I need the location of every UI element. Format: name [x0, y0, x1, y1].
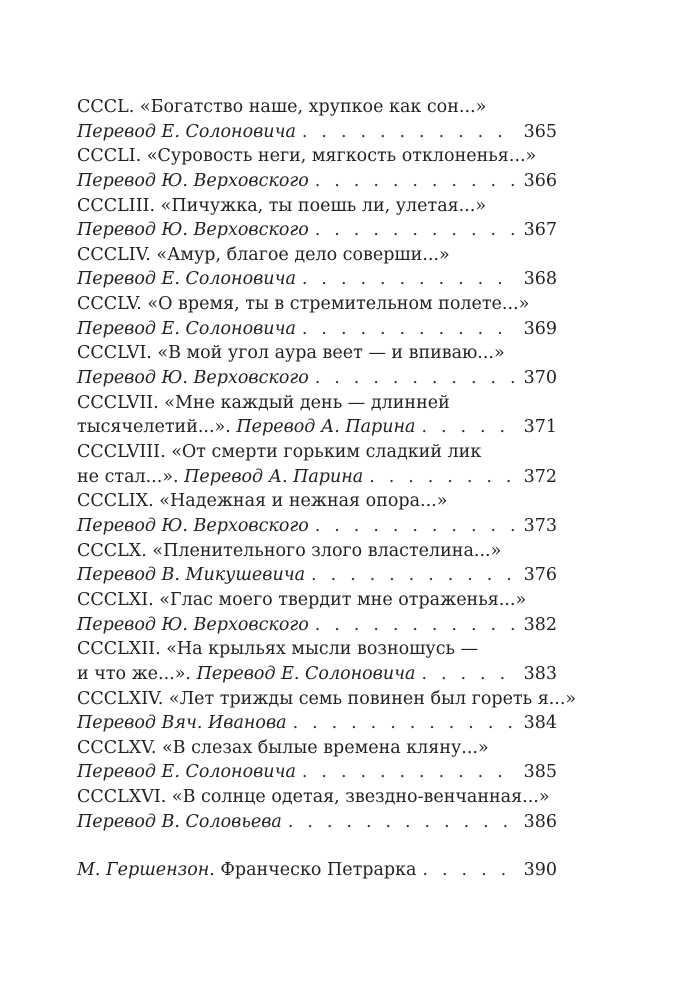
page-number: 373 — [523, 515, 557, 536]
entry-title-continuation: тысячелетий...». — [77, 417, 237, 438]
dot-leader — [315, 514, 518, 539]
entry-title-line: CCCLX. «Пленительного злого властелина...» — [77, 540, 502, 561]
toc-entry-leader-line — [77, 760, 557, 785]
entry-title-line: CCCLI. «Суровость неги, мягкость отклоненья...» — [77, 146, 537, 167]
entry-title-continuation: не стал...». — [77, 466, 185, 487]
dot-leader — [423, 858, 518, 883]
toc-entry — [77, 736, 557, 785]
entry-title-line: CCCLXII. «На крыльях мысли возношусь — — [77, 639, 479, 660]
entry-translator: Перевод Е. Солоновича — [77, 121, 296, 142]
dot-leader — [302, 120, 518, 145]
toc-entry — [77, 489, 557, 538]
page-number: 366 — [523, 170, 557, 191]
page-number: 382 — [523, 614, 557, 635]
toc-entry — [77, 292, 557, 341]
toc-entry-leader-line — [77, 366, 557, 391]
entry-title-continuation: и что же...». — [77, 663, 197, 684]
entry-translator: Перевод Ю. Верховского — [77, 368, 309, 389]
dot-leader — [315, 169, 518, 194]
page-number: 369 — [523, 318, 557, 339]
toc-entry — [77, 243, 557, 292]
entry-translator: Перевод Е. Солоновича — [77, 762, 296, 783]
toc-entry — [77, 785, 557, 834]
entry-translator: Перевод Ю. Верховского — [77, 170, 309, 191]
page-number: 385 — [523, 762, 557, 783]
toc-entry — [77, 588, 557, 637]
dot-leader — [369, 465, 517, 490]
toc-entry-leader-line — [77, 169, 557, 194]
entry-title-line: CCCLXV. «В слезах былые времена кляну...» — [77, 737, 489, 758]
toc-entry — [77, 539, 557, 588]
dot-leader — [315, 218, 518, 243]
entry-title-line: CCCLIV. «Амур, благое дело соверши...» — [77, 244, 450, 265]
toc-entry-leader-line — [77, 563, 557, 588]
entry-translator: Перевод А. Парина — [184, 466, 364, 487]
entry-title-line: CCCLVI. «В мой угол аура веет — и впиваю...» — [77, 343, 505, 364]
table-of-contents — [77, 95, 577, 834]
page-number: 367 — [523, 220, 557, 241]
toc-entry-leader-line — [77, 218, 557, 243]
dot-leader — [302, 760, 518, 785]
toc-entry — [77, 341, 557, 390]
toc-entry-leader-line — [77, 858, 557, 883]
toc-entry — [77, 687, 577, 736]
toc-entry-leader-line — [77, 711, 557, 736]
page-number: 372 — [523, 466, 557, 487]
entry-title-line: CCCLIII. «Пичужка, ты поешь ли, улетая...» — [77, 195, 487, 216]
entry-author: М. Гершензон — [77, 860, 210, 880]
page-number: 390 — [523, 860, 557, 880]
entry-title-line: CCCLVIII. «От смерти горьким сладкий лик — [77, 442, 482, 463]
entry-title-line: CCCLXI. «Глас моего твердит мне отраженья...» — [77, 589, 527, 610]
entry-translator: Перевод В. Микушевича — [77, 565, 306, 586]
page-number: 376 — [523, 565, 557, 586]
dot-leader — [315, 366, 518, 391]
dot-leader — [421, 662, 517, 687]
entry-title-line: CCCLXIV. «Лет трижды семь повинен был гореть я...» — [77, 688, 577, 709]
entry-translator: Перевод Е. Солоновича — [77, 269, 296, 290]
entry-title-line: CCCLXVI. «В солнце одетая, звездно-венчанная...» — [77, 787, 550, 808]
entry-translator: Перевод В. Соловьева — [77, 811, 282, 832]
page-number: 370 — [523, 368, 557, 389]
entry-translator: Перевод Ю. Верховского — [77, 515, 309, 536]
page-number: 384 — [523, 713, 557, 734]
entry-translator: Перевод А. Парина — [236, 417, 416, 438]
entry-translator: Перевод Е. Солоновича — [196, 663, 416, 684]
page-number: 365 — [523, 121, 557, 142]
dot-leader — [288, 810, 518, 835]
toc-entry-leader-line — [77, 613, 557, 638]
page-number: 383 — [523, 663, 557, 684]
page-number: 371 — [523, 417, 557, 438]
dot-leader — [311, 563, 518, 588]
toc-entry-leader-line — [77, 120, 557, 145]
entry-title: . Франческо Петрарка — [209, 860, 417, 880]
entry-title-line: CCCL. «Богатство наше, хрупкое как сон...» — [77, 97, 487, 117]
toc-entry-leader-line — [77, 662, 557, 687]
toc-entry — [77, 637, 557, 686]
toc-entry-leader-line — [77, 810, 557, 835]
toc-entry — [77, 144, 557, 193]
dot-leader — [421, 415, 517, 440]
entry-translator: Перевод Е. Солоновича — [77, 318, 296, 339]
toc-entry — [77, 391, 557, 440]
toc-entry-leader-line — [77, 415, 557, 440]
toc-entry — [77, 95, 557, 144]
toc-entry-leader-line — [77, 317, 557, 342]
entry-title-line: CCCLIX. «Надежная и нежная опора...» — [77, 491, 448, 512]
toc-entry — [77, 440, 557, 489]
entry-title-line: CCCLVII. «Мне каждый день — длинней — [77, 392, 450, 413]
entry-translator: Перевод Ю. Верховского — [77, 220, 309, 241]
dot-leader — [302, 317, 518, 342]
toc-entry-leader-line — [77, 465, 557, 490]
toc-entry-leader-line — [77, 514, 557, 539]
dot-leader — [302, 267, 518, 292]
entry-translator: Перевод Ю. Верховского — [77, 614, 309, 635]
toc-entry-leader-line — [77, 267, 557, 292]
page-number: 386 — [523, 811, 557, 832]
entry-translator: Перевод Вяч. Иванова — [77, 713, 287, 734]
dot-leader — [293, 711, 518, 736]
page-number: 368 — [523, 269, 557, 290]
toc-entry-final — [77, 858, 557, 883]
entry-title-line: CCCLV. «О время, ты в стремительном полете...» — [77, 294, 530, 315]
dot-leader — [315, 613, 518, 638]
toc-entry — [77, 194, 557, 243]
